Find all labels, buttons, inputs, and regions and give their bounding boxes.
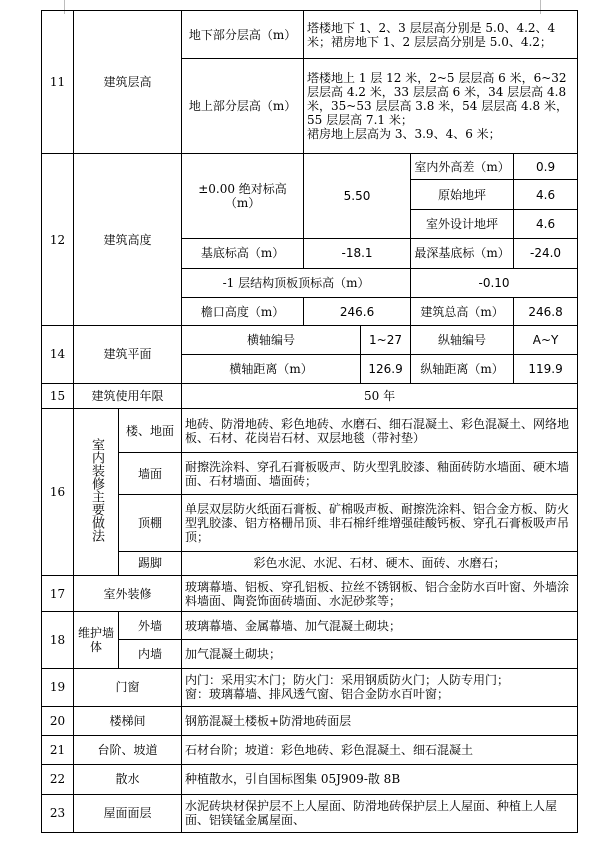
table-row	[42, 551, 578, 575]
vertical-axis-number-label: 纵轴编号	[411, 326, 514, 355]
aboveground-height-value: 塔楼地上 1 层 12 米，2~5 层层高 6 米，6~32 层层高 4.2 米，33 层层高 6 米，34 层层高 4.8 米，35~53 层层高 3.8 米，54 层层高 4.8 米，55 层层高 7.1 米；	[307, 71, 568, 128]
vertical-axis-distance-label: 纵轴距离（m）	[411, 355, 514, 383]
row-label-building-plan: 建筑平面	[74, 326, 182, 383]
service-life-value: 50 年	[182, 383, 578, 408]
stairwell-value: 钢筋混凝土楼板+防滑地砖面层	[182, 706, 578, 735]
indoor-outdoor-diff-value: 0.9	[514, 154, 578, 180]
total-height-label: 建筑总高（m）	[411, 298, 514, 326]
indoor-outdoor-diff-label: 室内外高差（m）	[411, 154, 514, 180]
roof-finish-value: 水泥砖块材保护层不上人屋面、防滑地砖保护层上人屋面、种植上人屋面、铝镁锰金属屋面、	[182, 794, 578, 832]
row-number: 23	[42, 794, 74, 832]
underground-height-label: 地下部分层高（m）	[182, 11, 304, 59]
aboveground-height-cell	[304, 59, 578, 154]
slab-top-elevation-value: -0.10	[411, 268, 578, 297]
doors-windows-cell	[182, 668, 578, 706]
windows-value: 窗：玻璃幕墙、排风透气窗、铝合金防水百叶窗；	[185, 687, 450, 702]
outer-wall-label: 外墙	[119, 612, 182, 640]
eave-height-label: 檐口高度（m）	[182, 298, 304, 326]
row-label-building-height: 建筑高度	[74, 154, 182, 326]
floor-finish-value: 地砖、防滑地砖、彩色地砖、水磨石、细石混凝土、彩色混凝土、网络地板、石材、花岗岩石材、双层地毯（带衬垫）	[182, 408, 578, 452]
table-row	[42, 408, 578, 452]
podium-height-value: 裙房地上层高为 3、3.9、4、6 米；	[307, 127, 501, 142]
table-row	[42, 765, 578, 794]
table-row	[42, 576, 578, 612]
vertical-axis-distance-value: 119.9	[514, 355, 578, 383]
row-label-stairwell: 楼梯间	[74, 706, 182, 735]
table-row	[42, 612, 578, 640]
table-row	[42, 495, 578, 551]
ceiling-finish-label: 顶棚	[119, 495, 182, 551]
table-row	[42, 668, 578, 706]
table-row	[42, 11, 578, 59]
outdoor-design-ground-label: 室外设计地坪	[411, 210, 514, 238]
table-row	[42, 453, 578, 495]
zero-elevation-value: 5.50	[304, 154, 411, 239]
row-number: 20	[42, 706, 74, 735]
row-label-service-life: 建筑使用年限	[74, 383, 182, 408]
table-row	[42, 736, 578, 765]
skirting-value: 彩色水泥、水泥、石材、硬木、面砖、水磨石；	[182, 551, 578, 575]
skirting-label: 踢脚	[119, 551, 182, 575]
row-label-exterior-finish: 室外装修	[74, 576, 182, 612]
original-ground-value: 4.6	[514, 180, 578, 210]
row-label-steps-ramps: 台阶、坡道	[74, 736, 182, 765]
horizontal-axis-number-value: 1~27	[361, 326, 411, 355]
row-number: 12	[42, 154, 74, 326]
original-ground-label: 原始地坪	[411, 180, 514, 210]
wall-finish-label: 墙面	[119, 453, 182, 495]
vertical-axis-number-value: A~Y	[514, 326, 578, 355]
base-elevation-value: -18.1	[304, 238, 411, 268]
building-spec-table	[41, 10, 578, 833]
horizontal-axis-number-label: 横轴编号	[182, 326, 361, 355]
row-number: 16	[42, 408, 74, 575]
doors-value: 内门：采用实木门；防火门：采用钢质防火门；人防专用门；	[185, 673, 510, 688]
table-row	[42, 706, 578, 735]
row-label-roof-finish: 屋面面层	[74, 794, 182, 832]
row-label-interior-finish: 室内装修主要做法	[89, 438, 104, 543]
table-row	[42, 794, 578, 832]
aboveground-height-label: 地上部分层高（m）	[182, 59, 304, 154]
table-row	[42, 640, 578, 668]
ceiling-finish-value: 单层双层防火纸面石膏板、矿棉吸声板、耐擦洗涂料、铝合金方板、防火型乳胶漆、铝方格栅吊顶、非石棉纤维增强硅酸钙板、穿孔石膏板吸声吊顶；	[182, 495, 578, 551]
eave-height-value: 246.6	[304, 298, 411, 326]
total-height-value: 246.8	[514, 298, 578, 326]
row-number: 14	[42, 326, 74, 383]
zero-elevation-label: ±0.00 绝对标高（m）	[182, 154, 304, 239]
wall-finish-value: 耐擦洗涂料、穿孔石膏板吸声、防火型乳胶漆、釉面砖防水墙面、硬木墙面、石材墙面、墙面砖；	[182, 453, 578, 495]
base-elevation-label: 基底标高（m）	[182, 238, 304, 268]
deepest-base-label: 最深基底标（m）	[411, 238, 514, 268]
horizontal-axis-distance-value: 126.9	[361, 355, 411, 383]
exterior-finish-value: 玻璃幕墙、铝板、穿孔铝板、拉丝不锈钢板、铝合金防水百叶窗、外墙涂料墙面、陶瓷饰面砖墙面、水泥砂浆等；	[182, 576, 578, 612]
table-row	[42, 383, 578, 408]
table-row	[42, 326, 578, 355]
inner-wall-label: 内墙	[119, 640, 182, 668]
floor-finish-label: 楼、地面	[119, 408, 182, 452]
row-label-interior-finish-cell	[74, 408, 119, 575]
inner-wall-value: 加气混凝土砌块；	[182, 640, 578, 668]
row-number: 19	[42, 668, 74, 706]
row-number: 11	[42, 11, 74, 154]
table-row	[42, 154, 578, 180]
row-label-enclosure-wall: 维护墙体	[74, 612, 119, 668]
row-label-doors-windows: 门窗	[74, 668, 182, 706]
row-number: 15	[42, 383, 74, 408]
outdoor-design-ground-value: 4.6	[514, 210, 578, 238]
row-number: 18	[42, 612, 74, 668]
horizontal-axis-distance-label: 横轴距离（m）	[182, 355, 361, 383]
row-label-apron: 散水	[74, 765, 182, 794]
row-number: 22	[42, 765, 74, 794]
row-label-floor-height: 建筑层高	[74, 11, 182, 154]
apron-value: 种植散水，引自国标图集 05J909-散 8B	[182, 765, 578, 794]
row-number: 17	[42, 576, 74, 612]
row-number: 21	[42, 736, 74, 765]
slab-top-elevation-label: -1 层结构顶板顶标高（m）	[182, 268, 411, 297]
underground-height-value: 塔楼地下 1、2、3 层层高分别是 5.0、4.2、4 米；裙房地下 1、2 层层高分别是 5.0、4.2；	[304, 11, 578, 59]
deepest-base-value: -24.0	[514, 238, 578, 268]
outer-wall-value: 玻璃幕墙、金属幕墙、加气混凝土砌块；	[182, 612, 578, 640]
steps-ramps-value: 石材台阶；坡道：彩色地砖、彩色混凝土、细石混凝土	[182, 736, 578, 765]
